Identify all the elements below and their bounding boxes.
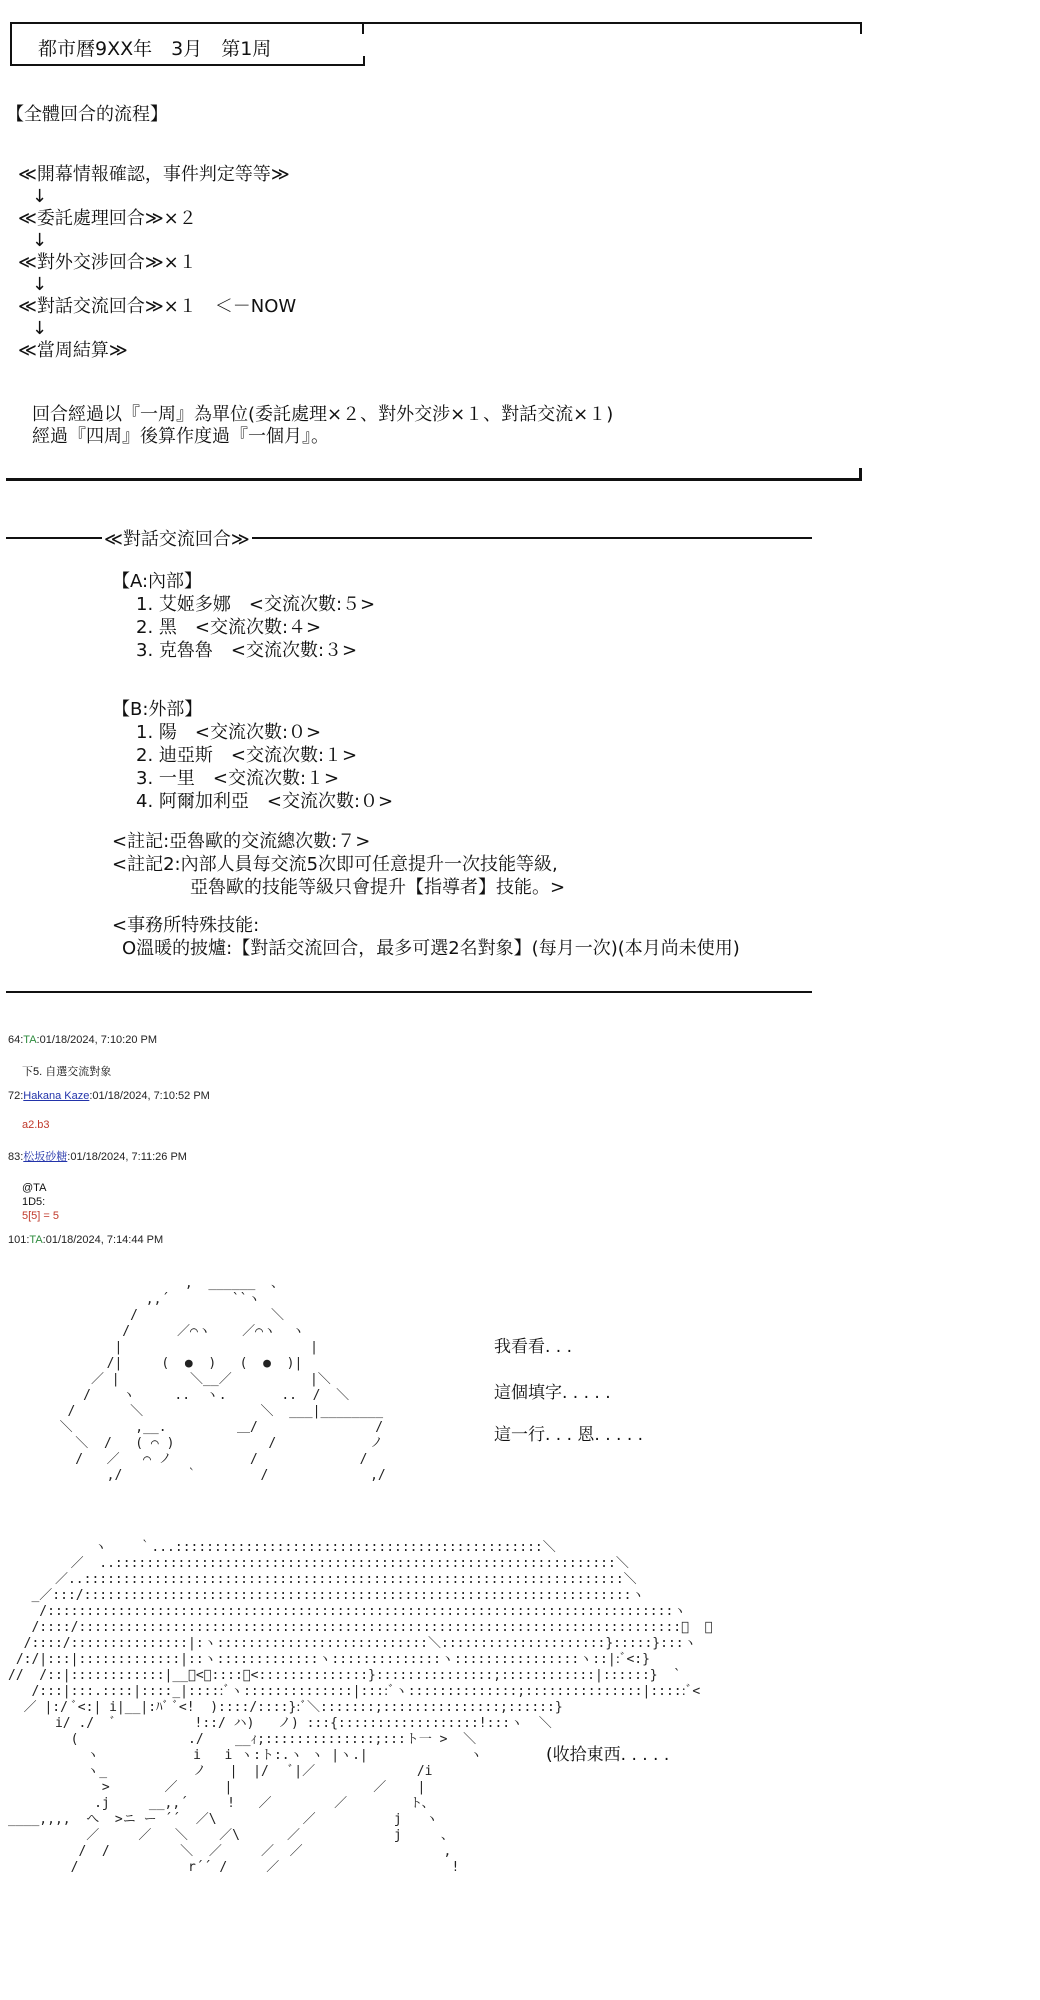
talk-bottom-rule <box>6 991 812 993</box>
post-101 <box>8 1234 163 1246</box>
flow-right-tick <box>859 468 862 481</box>
flow-step: ≪當周結算≫ <box>18 340 128 361</box>
flow-step: ≪對外交涉回合≫×１ <box>18 252 197 273</box>
flow-step: ≪委託處理回合≫×２ <box>18 208 197 229</box>
post-author-link[interactable]: 松坂砂糖 <box>23 1151 68 1163</box>
speech-line: 這個填字. . . . . <box>494 1383 611 1403</box>
post-header <box>8 1090 210 1102</box>
post-body: 下5. 自選交流對象 <box>22 1066 112 1078</box>
header-left-rule <box>10 22 12 66</box>
post-number: 101: <box>8 1234 30 1246</box>
dice-result: 5[5] = 5 <box>22 1210 60 1222</box>
down-arrow-icon: ↓ <box>32 318 48 339</box>
post-author-link[interactable]: Hakana Kaze <box>23 1090 90 1102</box>
down-arrow-icon: ↓ <box>32 230 48 251</box>
post-header <box>8 1148 187 1164</box>
calendar-date: 都市曆9XX年 3月 第1周 <box>38 38 272 60</box>
header-bottom-rule <box>10 64 365 66</box>
flow-section-title: 【全體回合的流程】 <box>6 104 168 125</box>
flow-bottom-rule <box>6 478 862 481</box>
ascii-art-character-closeup: ヽ ｀...:::::::::::::::::::::::::::::::::::::::::::::::＼ ／ ..::::::::::::::::::::::::::::::::::::::::::::::::::::::::::::::::＼ ／..:::::::::::::::::::::::::::::::::::::::::::::::::::::::::::::::::::::＼ _／:::/::::::::::::::::::::::::::::::::::::::::::::::::::::::::::::::::::::::ヽ /::::::::::::::::::::::::::::::::::::::::::::::::::::::::::::::::::::::::::::::::ヽ /::::/:::::::::::::::::::::::::::::::::::::::::::::::::::::::::::::::::::::::::::::ﾞ 、 /::::/:::::::::::::::|:ヽ:::::::::::::::::::::::::::＼:::::::::::::::::::::}:::::}:::ヽ /:/|:::|:::::::::::::|::ヽ:::::::::::::ヽ::::::::::::::ヽ::::::::::::::::ヽ::|:ﾞ<:} // /::|::::::::::::|__ﾞ<ﾞ::::ﾞ<::::::::::::::}:::::::::::::::;::::::::::::|::::::} ` /:::|:::.::::|::::_|:::::ﾞヽ::::::::::::::|::::ﾞヽ::::::::::::::;:::::::::::::::|:::::ﾞ< ／ |:/ ﾞ<:| i|__|:ﾊﾞ ﾞ<! )::::/::::}:ﾞ＼:::::::;:::::::::::::::;::::::} i/ ./ ﾞ !::/ ハ) ノ) :::{::::::::::::::::::!:::ヽ ＼ ( ./ __ｨ;::::::::::::::;:::ト一 > ＼ ヽ i i ヽ:ト:.ヽ ヽ |ヽ.| ヽ ヽ_ ノ | |/ ﾞ|／ /i > ／ | ／ | .j __,,´ ! ／ ／ ト、 ____,,,, へ >ニ ー ´´ ／\ ／ j ヽ ／ ／ ＼ ／\ ／ j 、 / / ＼ ／ ／ ／ , / r´´ / ／ ! <box>8 1540 713 1875</box>
speech-line: 我看看. . . <box>494 1337 573 1357</box>
post-number: 64: <box>8 1034 24 1046</box>
flow-note: 經過『四周』後算作度過『一個月』。 <box>32 426 329 447</box>
list-item: 1. 艾姬多娜 <交流次數:５> <box>136 594 376 615</box>
post-72 <box>8 1090 210 1131</box>
post-body <box>22 1181 187 1223</box>
flow-note: 回合經過以『一周』為單位(委託處理×２、對外交涉×１、對話交流×１) <box>32 404 614 425</box>
notes-block <box>112 830 565 899</box>
post-body: a2.b3 <box>22 1119 50 1131</box>
ascii-art-character-reading: , ______ 、 ,,´ ``ヽ / ＼ / ／⌒ヽ ／⌒ヽ ヽ | | /| ( ● ) ( ● )| ／ | ＼__／ |＼ / ヽ .. ヽ. .. / ＼ / ＼ ＼ ___|________ ＼ ,__. ＿/ / ＼ / ( ⌒ ) / ノ / ／ ⌒ ノ / / ,/ ｀ / ,/ <box>59 1276 386 1483</box>
speech-line: (收拾東西. . . . . <box>546 1745 670 1765</box>
post-64 <box>8 1034 157 1079</box>
list-item: 3. 一里 <交流次數:１> <box>136 768 340 789</box>
post-time: :01/18/2024, 7:10:20 PM <box>36 1034 158 1046</box>
note-line: 亞魯歐的技能等級只會提升【指導者】技能。> <box>190 877 566 898</box>
flow-step-current: ≪對話交流回合≫×１ ＜－NOW <box>18 296 297 317</box>
external-list <box>112 721 393 813</box>
external-title: 【B:外部】 <box>112 699 203 720</box>
list-item: 3. 克魯魯 <交流次數:３> <box>136 640 358 661</box>
internal-list <box>112 593 375 662</box>
header-right-tick <box>363 56 365 66</box>
mention: @TA <box>22 1182 47 1194</box>
talk-content <box>112 570 375 662</box>
dice-label: 1D5: <box>22 1196 46 1208</box>
external-block <box>112 698 393 813</box>
note-line: <註記2:內部人員每交流5次即可任意提升一次技能等級, <box>112 854 558 875</box>
speech-line: 這一行. . . 恩. . . . . <box>494 1425 644 1445</box>
list-item: 2. 迪亞斯 <交流次數:１> <box>136 745 358 766</box>
internal-title: 【A:內部】 <box>112 571 203 592</box>
flow-steps <box>18 164 296 362</box>
post-number: 72: <box>8 1090 24 1102</box>
down-arrow-icon: ↓ <box>32 274 48 295</box>
post-author: TA <box>29 1234 43 1246</box>
post-83 <box>8 1148 187 1223</box>
list-item: 1. 陽 <交流次數:０> <box>136 722 322 743</box>
post-author: TA <box>23 1034 37 1046</box>
header-long-rule <box>362 22 862 24</box>
post-header <box>8 1234 163 1246</box>
list-item: 4. 阿爾加利亞 <交流次數:０> <box>136 791 394 812</box>
post-header <box>8 1034 157 1046</box>
flow-step: ≪開幕情報確認，事件判定等等≫ <box>18 164 290 185</box>
header-top-rule <box>10 22 365 24</box>
skill-title: <事務所特殊技能: <box>112 915 260 936</box>
talk-section-title: ≪對話交流回合≫ <box>102 525 252 551</box>
post-number: 83: <box>8 1151 24 1163</box>
post-time: :01/18/2024, 7:11:26 PM <box>67 1151 187 1163</box>
list-item: 2. 黑 <交流次數:４> <box>136 617 322 638</box>
post-time: :01/18/2024, 7:14:44 PM <box>42 1234 164 1246</box>
skill-block <box>112 914 740 960</box>
note-line: <註記:亞魯歐的交流總次數:７> <box>112 831 371 852</box>
header-end-tick <box>860 22 862 34</box>
down-arrow-icon: ↓ <box>32 186 48 207</box>
skill-line: O溫暖的披爐:【對話交流回合，最多可選2名對象】(每月一次)(本月尚未使用) <box>122 938 740 959</box>
post-time: :01/18/2024, 7:10:52 PM <box>89 1090 210 1102</box>
flow-notes <box>32 404 613 448</box>
